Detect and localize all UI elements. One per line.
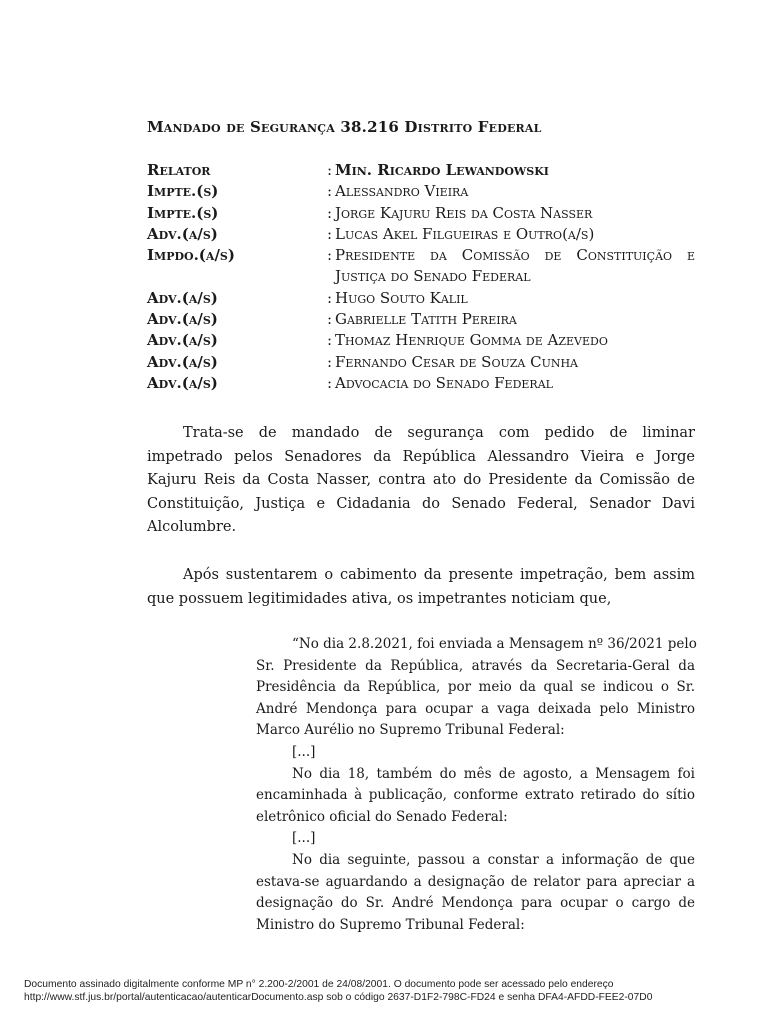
party-row: Adv.(a/s) : Lucas Akel Filgueiras e Outro(a/s) bbox=[147, 224, 695, 245]
paragraph-arguments bbox=[147, 564, 695, 611]
party-role: Adv.(a/s) bbox=[147, 288, 218, 307]
quote-line: “No dia 2.8.2021, foi enviada a Mensagem nº 36/2021 pelo bbox=[292, 636, 697, 652]
parties-list bbox=[147, 160, 695, 394]
party-row: Adv.(a/s) : Gabrielle Tatith Pereira bbox=[147, 309, 695, 330]
block-quote bbox=[256, 634, 695, 936]
quote-line: encaminhada à publicação, conforme extrato retirado do sítio bbox=[256, 787, 695, 804]
party-role: Adv.(a/s) bbox=[147, 373, 218, 392]
quote-line: André Mendonça para ocupar a vaga deixada pelo Ministro bbox=[256, 700, 695, 717]
paragraph-line: Constituição, Justiça e Cidadania do Senado Federal, Senador Davi bbox=[147, 495, 695, 512]
party-row: Adv.(a/s) : Hugo Souto Kalil bbox=[147, 288, 695, 309]
quote-line: Presidência da República, por meio da qual se indicou o Sr. bbox=[256, 679, 695, 696]
quote-line: designação do Sr. André Mendonça para ocupar o cargo de bbox=[256, 895, 695, 912]
paragraph-line: que possuem legitimidades ativa, os impetrantes noticiam que, bbox=[147, 590, 612, 607]
party-role: Adv.(a/s) bbox=[147, 331, 218, 350]
party-role: Impte.(s) bbox=[147, 203, 219, 222]
party-name: Advocacia do Senado Federal bbox=[335, 373, 553, 392]
party-role: Adv.(a/s) bbox=[147, 352, 218, 371]
document-title: Mandado de Segurança 38.216 Distrito Federal bbox=[147, 118, 542, 136]
party-row: Impte.(s) : Alessandro Vieira bbox=[147, 181, 695, 202]
quote-line: Marco Aurélio no Supremo Tribunal Federal: bbox=[256, 722, 565, 739]
paragraph-line: Após sustentarem o cabimento da presente impetração, bem assim bbox=[183, 567, 695, 583]
paragraph-line: Kajuru Reis da Costa Nasser, contra ato do Presidente da Comissão de bbox=[147, 472, 695, 489]
footer-url-line: http://www.stf.jus.br/portal/autenticacao/autenticarDocumento.asp sob o código 2637-D1F2-798C-FD24 e senha DFA4-AFDD-FEE2-07D0 bbox=[24, 992, 653, 1003]
quote-line: eletrônico oficial do Senado Federal: bbox=[256, 808, 508, 825]
party-role: Impte.(s) bbox=[147, 182, 219, 201]
quote-line: Ministro do Supremo Tribunal Federal: bbox=[256, 916, 525, 933]
paragraph-line: Alcolumbre. bbox=[147, 519, 237, 536]
party-name-line1: Presidente da Comissão de Constituição e bbox=[335, 246, 695, 265]
party-row: Impte.(s) : Jorge Kajuru Reis da Costa Nasser bbox=[147, 203, 695, 224]
party-row: Impdo.(a/s) : Presidente da Comissão de Constituição e Justiça do Senado Federal bbox=[147, 245, 695, 288]
quote-ellipsis: [...] bbox=[292, 830, 316, 847]
party-name: Lucas Akel Filgueiras e Outro(a/s) bbox=[335, 224, 595, 243]
party-name-line2: Justiça do Senado Federal bbox=[335, 267, 531, 286]
party-name: Fernando Cesar de Souza Cunha bbox=[335, 352, 579, 371]
quote-line: No dia seguinte, passou a constar a informação de que bbox=[292, 851, 695, 868]
party-role: Impdo.(a/s) bbox=[147, 246, 235, 265]
party-role: Adv.(a/s) bbox=[147, 310, 218, 329]
signature-footer bbox=[24, 978, 754, 1004]
quote-line: estava-se aguardando a designação de relator para apreciar a bbox=[256, 873, 695, 890]
party-name: Min. Ricardo Lewandowski bbox=[335, 161, 549, 179]
party-name: Thomaz Henrique Gomma de Azevedo bbox=[335, 331, 608, 350]
quote-ellipsis: [...] bbox=[292, 743, 316, 760]
party-name: Hugo Souto Kalil bbox=[335, 288, 468, 307]
party-name: Alessandro Vieira bbox=[335, 182, 469, 201]
party-name: Gabrielle Tatith Pereira bbox=[335, 310, 517, 329]
paragraph-line: impetrado pelos Senadores da República Alessandro Vieira e Jorge bbox=[147, 448, 695, 465]
quote-line: Sr. Presidente da República, através da Secretaria-Geral da bbox=[256, 657, 695, 674]
party-row: Relator : Min. Ricardo Lewandowski bbox=[147, 160, 695, 181]
paragraph-line: Trata-se de mandado de segurança com pedido de liminar bbox=[183, 425, 695, 441]
party-row: Adv.(a/s) : Advocacia do Senado Federal bbox=[147, 373, 695, 394]
party-role: Relator bbox=[147, 161, 211, 179]
footer-line: Documento assinado digitalmente conforme MP n° 2.200-2/2001 de 24/08/2001. O documento pode ser acessado pelo endereço bbox=[24, 979, 614, 990]
party-row: Adv.(a/s) : Thomaz Henrique Gomma de Azevedo bbox=[147, 330, 695, 351]
party-row: Adv.(a/s) : Fernando Cesar de Souza Cunha bbox=[147, 352, 695, 373]
paragraph-intro bbox=[147, 422, 695, 540]
party-name: Jorge Kajuru Reis da Costa Nasser bbox=[335, 203, 593, 222]
party-role: Adv.(a/s) bbox=[147, 224, 218, 243]
party-name bbox=[335, 245, 695, 288]
quote-line: No dia 18, também do mês de agosto, a Mensagem foi bbox=[292, 765, 695, 782]
